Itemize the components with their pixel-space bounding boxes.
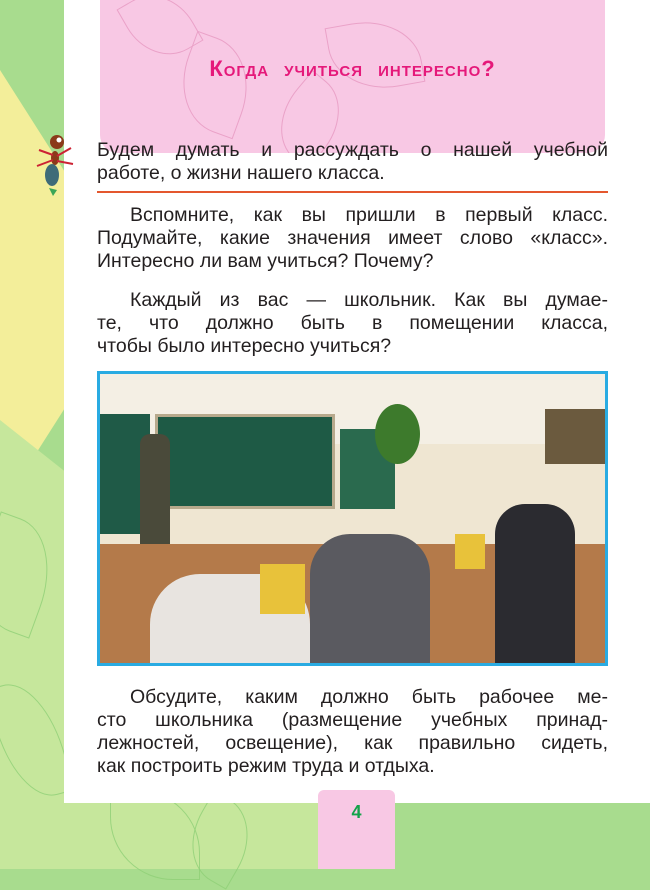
page-number-tab	[318, 790, 395, 869]
text-line: сто школьника (размещение учебных принад-	[97, 709, 608, 731]
text-line: чтобы было интересно учиться?	[97, 335, 392, 357]
leaf-decoration	[325, 13, 426, 98]
page-title: Когда учиться интересно?	[209, 56, 496, 81]
paragraph-2	[97, 289, 608, 358]
text-line: Вспомните, как вы пришли в первый класс.	[130, 204, 608, 226]
text-line: как построить режим труда и отдыха.	[97, 755, 435, 777]
text-line: лежностей, освещение), как правильно сидеть,	[97, 732, 608, 754]
photo-book	[260, 564, 305, 614]
text-line: Подумайте, какие значения имеет слово «класс».	[97, 227, 608, 249]
paragraph-1	[97, 204, 608, 273]
photo-student	[310, 534, 430, 666]
text-line: Каждый из вас — школьник. Как вы думае-	[130, 289, 608, 311]
photo-book	[455, 534, 485, 569]
ant-mascot-icon	[35, 130, 75, 200]
intro-text	[97, 139, 608, 185]
photo-poster	[545, 409, 605, 464]
text-line: Будем думать и рассуждать о нашей учебной	[97, 139, 608, 161]
photo-plant	[375, 404, 420, 464]
text-line: Обсудите, каким должно быть рабочее ме-	[130, 686, 608, 708]
divider-rule	[97, 191, 608, 193]
title-banner	[100, 0, 605, 153]
text-line: Интересно ли вам учиться? Почему?	[97, 250, 434, 272]
text-line: те, что должно быть в помещении класса,	[97, 312, 608, 334]
text-line: работе, о жизни нашего класса.	[97, 162, 385, 184]
paragraph-3	[97, 686, 608, 778]
photo-teacher	[140, 434, 170, 544]
photo-student	[495, 504, 575, 666]
page-number: 4	[351, 802, 362, 822]
photo-blackboard	[155, 414, 335, 509]
classroom-photo	[97, 371, 608, 666]
